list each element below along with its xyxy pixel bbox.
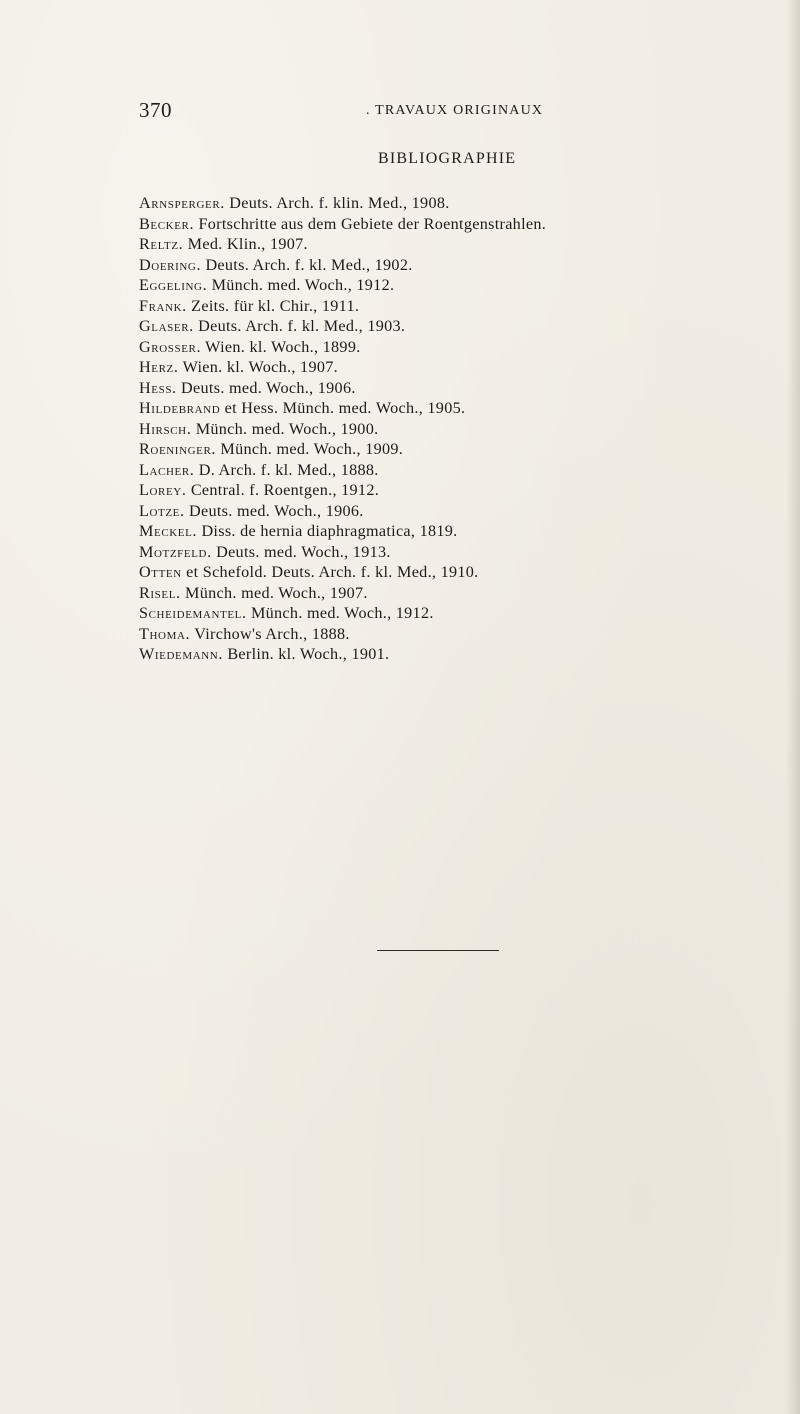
bibliography-entry [139,501,699,522]
entry-author: Herz. [139,358,179,376]
section-title: BIBLIOGRAPHIE [378,150,517,167]
entry-author: Lorey. [139,481,187,499]
bibliography-entry [139,439,699,460]
bibliography-entry [139,624,699,645]
bibliography-entry [139,234,699,255]
entry-author: Eggeling. [139,276,208,294]
bibliography-entry [139,255,699,276]
entry-source: Münch. med. Woch., 1912. [207,276,395,294]
bibliography-entry [139,193,699,214]
entry-author: Arnsperger. [139,194,225,212]
bibliography-entry [139,644,699,665]
entry-source: Virchow's Arch., 1888. [190,624,350,643]
entry-source: Wien. kl. Woch., 1899. [201,337,361,356]
entry-author: Lotze. [139,501,185,520]
entry-source: Med. Klin., 1907. [183,235,308,253]
entry-author: Risel. [139,583,181,602]
bibliography-list [139,193,699,665]
page-number: 370 [139,98,172,122]
entry-author: Thoma. [139,624,191,643]
entry-source: Zeits. für kl. Chir., 1911. [186,296,360,315]
entry-author: Glaser. [139,317,194,335]
bibliography-entry [139,275,699,296]
bibliography-entry [139,419,699,440]
entry-author: Hildebrand [139,399,221,417]
running-title: . TRAVAUX ORIGINAUX [366,103,544,118]
bibliography-entry [139,398,699,419]
entry-source: et Hess. Münch. med. Woch., 1905. [220,399,466,417]
bibliography-entry [139,542,699,563]
entry-source: Deuts. Arch. f. kl. Med., 1903. [193,317,406,335]
entry-source: Münch. med. Woch., 1907. [180,583,368,602]
entry-source: Deuts. Arch. f. klin. Med., 1908. [224,194,450,212]
entry-author: Becker. [139,214,195,233]
entry-source: Münch. med. Woch., 1912. [246,604,434,622]
page-edge-shadow [786,0,800,1414]
bibliography-entry [139,337,699,358]
entry-author: Roeninger. [139,440,217,458]
entry-source: Berlin. kl. Woch., 1901. [222,645,390,663]
bibliography-entry [139,214,699,235]
entry-author: Scheidemantel. [139,604,247,622]
entry-author: Frank. [139,296,187,315]
entry-author: Hess. [139,378,177,397]
entry-author: Wiedemann. [139,645,223,663]
entry-source: Münch. med. Woch., 1900. [191,419,379,438]
entry-source: Deuts. med. Woch., 1906. [176,378,356,397]
entry-source: Deuts. Arch. f. kl. Med., 1902. [201,255,413,274]
entry-source: D. Arch. f. kl. Med., 1888. [194,460,379,479]
entry-source: et Schefold. Deuts. Arch. f. kl. Med., 1910. [181,563,479,581]
entry-author: Meckel. [139,522,198,540]
entry-author: Grosser. [139,337,202,356]
bibliography-entry [139,460,699,481]
entry-author: Hirsch. [139,419,192,438]
bibliography-entry [139,562,699,583]
entry-author: Lacher. [139,460,195,479]
entry-author: Reltz. [139,235,184,253]
bibliography-entry [139,521,699,542]
entry-source: Central. f. Roentgen., 1912. [186,481,380,499]
entry-source: Wien. kl. Woch., 1907. [178,358,338,376]
entry-source: Deuts. med. Woch., 1913. [211,542,391,561]
bibliography-entry [139,378,699,399]
entry-author: Motzfeld. [139,542,212,561]
entry-author: Doering. [139,255,202,274]
bibliography-entry [139,357,699,378]
page-header [139,98,559,124]
bibliography-entry [139,583,699,604]
bibliography-entry [139,603,699,624]
entry-source: Diss. de hernia diaphragmatica, 1819. [197,522,458,540]
entry-source: Deuts. med. Woch., 1906. [184,501,364,520]
bibliography-entry [139,480,699,501]
entry-source: Münch. med. Woch., 1909. [216,440,404,458]
entry-source: Fortschritte aus dem Gebiete der Roentgenstrahlen. [194,214,547,233]
end-rule [377,950,499,951]
entry-author: Otten [139,563,182,581]
bibliography-entry [139,316,699,337]
bibliography-entry [139,296,699,317]
